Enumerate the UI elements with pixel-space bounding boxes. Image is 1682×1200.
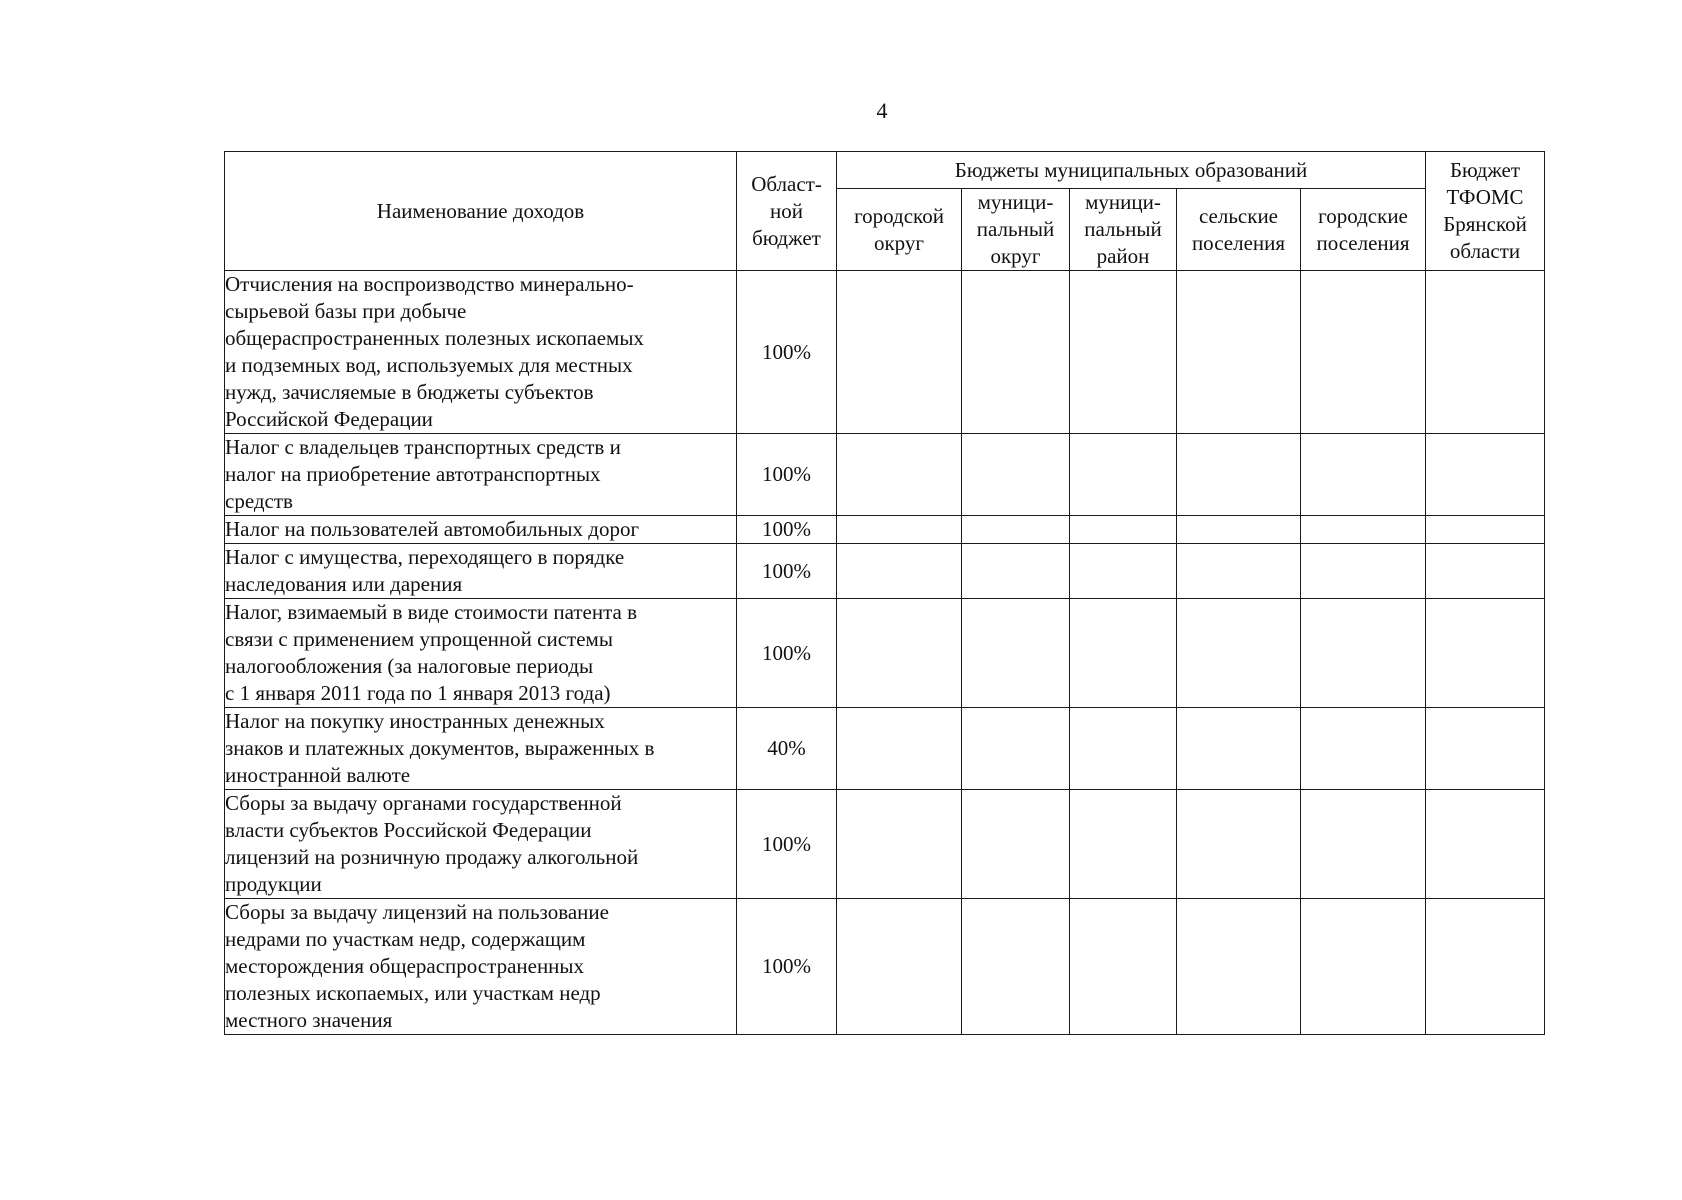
revenue-name-text: Налог на пользователей автомобильных дорог bbox=[225, 517, 640, 541]
tfoms-cell bbox=[1426, 544, 1545, 599]
rural-settlements-cell bbox=[1177, 599, 1301, 708]
regional-share-value: 100% bbox=[762, 831, 811, 856]
urban-settlements-cell bbox=[1301, 516, 1426, 544]
municipal-raion-cell bbox=[1070, 708, 1177, 790]
municipal-raion-cell bbox=[1070, 271, 1177, 434]
regional-share-cell bbox=[737, 708, 837, 790]
municipal-raion-cell bbox=[1070, 516, 1177, 544]
header-revenue-name-text: Наименование доходов bbox=[376, 198, 585, 223]
urban-settlements-cell bbox=[1301, 708, 1426, 790]
tfoms-cell bbox=[1426, 516, 1545, 544]
revenue-name-text: Сборы за выдачу лицензий на пользование недрами по участкам недр, содержащим месторождения общераспространенных полезных ископаемых, или участкам недр местного значения bbox=[225, 900, 609, 1032]
rural-settlements-cell bbox=[1177, 708, 1301, 790]
urban-settlements-cell bbox=[1301, 434, 1426, 516]
table-row bbox=[225, 899, 1545, 1035]
municipal-raion-cell bbox=[1070, 544, 1177, 599]
regional-share-cell bbox=[737, 271, 837, 434]
regional-share-value: 100% bbox=[762, 954, 811, 978]
regional-share-value: 100% bbox=[762, 558, 811, 583]
table-header bbox=[225, 152, 1545, 271]
header-urban-settlements bbox=[1301, 189, 1426, 271]
regional-share-value: 40% bbox=[767, 736, 806, 760]
revenue-distribution-table bbox=[224, 151, 1545, 1035]
tfoms-cell bbox=[1426, 434, 1545, 516]
table-row bbox=[225, 790, 1545, 899]
table-body bbox=[225, 271, 1545, 1035]
municipal-okrug-cell bbox=[962, 599, 1070, 708]
table-row bbox=[225, 271, 1545, 434]
municipal-raion-cell bbox=[1070, 790, 1177, 899]
header-rural-settlements bbox=[1177, 189, 1301, 271]
municipal-okrug-cell bbox=[962, 899, 1070, 1035]
revenue-name-text: Отчисления на воспроизводство минерально- сырьевой базы при добыче общераспространенных полезных ископаемых и подземных вод, используемых для местных нужд, зачисляемые в бюджеты субъектов Российской Федерации bbox=[225, 272, 644, 431]
urban-settlements-cell bbox=[1301, 599, 1426, 708]
city-district-cell bbox=[837, 271, 962, 434]
tfoms-cell bbox=[1426, 599, 1545, 708]
header-row-top bbox=[225, 152, 1545, 189]
tfoms-cell bbox=[1426, 271, 1545, 434]
regional-share-cell bbox=[737, 516, 837, 544]
table-row bbox=[225, 516, 1545, 544]
header-municipal-budgets-text: Бюджеты муниципальных образований bbox=[954, 157, 1308, 182]
header-municipal-raion-text: муници- пальный район bbox=[1084, 190, 1162, 268]
header-revenue-name bbox=[225, 152, 737, 271]
urban-settlements-cell bbox=[1301, 790, 1426, 899]
revenue-name-cell bbox=[225, 434, 737, 516]
municipal-raion-cell bbox=[1070, 434, 1177, 516]
header-urban-settlements-text: городские поселения bbox=[1316, 203, 1410, 255]
rural-settlements-cell bbox=[1177, 271, 1301, 434]
city-district-cell bbox=[837, 708, 962, 790]
tfoms-cell bbox=[1426, 899, 1545, 1035]
header-municipal-okrug bbox=[962, 189, 1070, 271]
header-municipal-raion bbox=[1070, 189, 1177, 271]
revenue-name-cell bbox=[225, 899, 737, 1035]
regional-share-cell bbox=[737, 434, 837, 516]
revenue-name-cell bbox=[225, 599, 737, 708]
city-district-cell bbox=[837, 434, 962, 516]
regional-share-value: 100% bbox=[762, 462, 811, 486]
city-district-cell bbox=[837, 544, 962, 599]
rural-settlements-cell bbox=[1177, 790, 1301, 899]
revenue-name-cell bbox=[225, 790, 737, 899]
revenue-name-cell bbox=[225, 271, 737, 434]
revenue-name-text: Налог с имущества, переходящего в порядке наследования или дарения bbox=[225, 545, 625, 596]
municipal-okrug-cell bbox=[962, 271, 1070, 434]
header-tfoms-budget-text: Бюджет ТФОМС Брянской области bbox=[1443, 158, 1527, 263]
table-row bbox=[225, 434, 1545, 516]
header-municipal-okrug-text: муници- пальный округ bbox=[976, 190, 1055, 268]
city-district-cell bbox=[837, 790, 962, 899]
rural-settlements-cell bbox=[1177, 516, 1301, 544]
municipal-okrug-cell bbox=[962, 516, 1070, 544]
revenue-name-text: Налог, взимаемый в виде стоимости патента в связи с применением упрощенной системы налогообложения (за налоговые периоды с 1 января 2011 года по 1 января 2013 года) bbox=[225, 600, 638, 705]
municipal-raion-cell bbox=[1070, 899, 1177, 1035]
urban-settlements-cell bbox=[1301, 544, 1426, 599]
revenue-name-text: Налог на покупку иностранных денежных знаков и платежных документов, выраженных в иностранной валюте bbox=[225, 709, 655, 787]
tfoms-cell bbox=[1426, 708, 1545, 790]
rural-settlements-cell bbox=[1177, 899, 1301, 1035]
municipal-okrug-cell bbox=[962, 708, 1070, 790]
municipal-okrug-cell bbox=[962, 434, 1070, 516]
regional-share-cell bbox=[737, 899, 837, 1035]
header-regional-budget-text: Област- ной бюджет bbox=[751, 171, 822, 250]
city-district-cell bbox=[837, 899, 962, 1035]
municipal-okrug-cell bbox=[962, 790, 1070, 899]
rural-settlements-cell bbox=[1177, 544, 1301, 599]
table-row bbox=[225, 599, 1545, 708]
revenue-name-cell bbox=[225, 708, 737, 790]
header-regional-budget bbox=[737, 152, 837, 271]
city-district-cell bbox=[837, 599, 962, 708]
municipal-okrug-cell bbox=[962, 544, 1070, 599]
header-municipal-budgets bbox=[837, 152, 1426, 189]
header-city-district-text: городской округ bbox=[854, 203, 944, 255]
header-rural-settlements-text: сельские поселения bbox=[1191, 203, 1286, 255]
revenue-name-text: Сборы за выдачу органами государственной власти субъектов Российской Федерации лицензий на розничную продажу алкогольной продукции bbox=[225, 791, 639, 896]
rural-settlements-cell bbox=[1177, 434, 1301, 516]
regional-share-cell bbox=[737, 790, 837, 899]
regional-share-value: 100% bbox=[762, 640, 811, 665]
header-city-district bbox=[837, 189, 962, 271]
municipal-raion-cell bbox=[1070, 599, 1177, 708]
page-number: 4 bbox=[876, 98, 888, 123]
table-row bbox=[225, 708, 1545, 790]
regional-share-value: 100% bbox=[762, 517, 811, 541]
revenue-name-cell bbox=[225, 516, 737, 544]
revenue-name-text: Налог с владельцев транспортных средств и налог на приобретение автотранспортных средств bbox=[225, 435, 621, 513]
regional-share-cell bbox=[737, 599, 837, 708]
regional-share-value: 100% bbox=[762, 339, 811, 364]
table-row bbox=[225, 544, 1545, 599]
header-tfoms-budget bbox=[1426, 152, 1545, 271]
regional-share-cell bbox=[737, 544, 837, 599]
revenue-name-cell bbox=[225, 544, 737, 599]
urban-settlements-cell bbox=[1301, 899, 1426, 1035]
urban-settlements-cell bbox=[1301, 271, 1426, 434]
city-district-cell bbox=[837, 516, 962, 544]
tfoms-cell bbox=[1426, 790, 1545, 899]
